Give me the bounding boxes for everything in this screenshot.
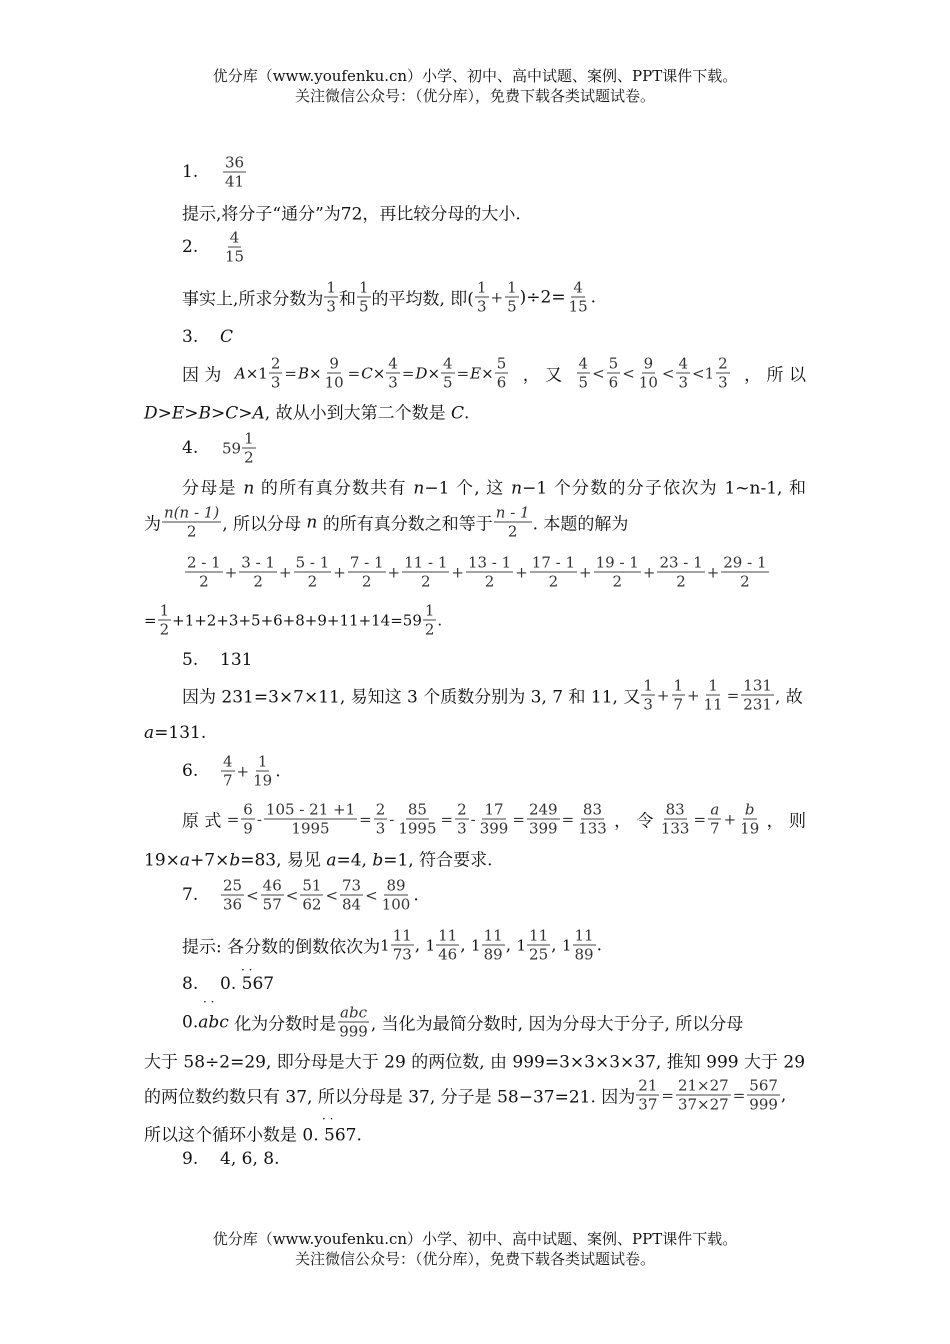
header-line-1: 优分库（www.youfenku.cn）小学、初中、高中试题、案例、PPT课件下载。 bbox=[212, 67, 738, 85]
math-line: 4 7 + $\frac{1}{19}$ . bbox=[223, 752, 281, 790]
explanation-3b bbox=[0, 391, 950, 431]
sum-term: $\frac{11 - 1}{2}$ bbox=[404, 553, 448, 591]
repeating-dots: · · bbox=[322, 1112, 334, 1126]
explanation-2 bbox=[0, 277, 950, 317]
reciprocal: 1 11 89 bbox=[561, 926, 594, 964]
answer-6 bbox=[0, 751, 950, 791]
chain-fraction: 25 36 bbox=[223, 876, 243, 914]
explanation-6b bbox=[0, 838, 950, 878]
chain-fraction: 73 84 bbox=[342, 876, 362, 914]
answer-value: 4, 6, 8. bbox=[220, 1149, 280, 1169]
sum-term: 2 - 1 2 bbox=[187, 553, 221, 591]
item-number: 8. bbox=[182, 974, 199, 994]
fraction: 36 41 bbox=[225, 153, 245, 191]
text-line: 分母是 n 的所有真分数共有 n−1 个, 这 n−1 个分数的分子依次为 1~n-1, 和 bbox=[182, 478, 807, 499]
repeating-dots: · · bbox=[203, 995, 215, 1009]
repeating-dots: · · bbox=[241, 963, 253, 977]
sum-expression bbox=[0, 552, 950, 592]
explanation-6a bbox=[0, 799, 950, 839]
text-line: 19×a+7×b=83, 易见 a=4, b=1, 符合要求. bbox=[144, 850, 493, 871]
reciprocal: 1 11 25 bbox=[516, 926, 549, 964]
hint-7 bbox=[0, 925, 950, 965]
explanation-4a bbox=[0, 466, 950, 506]
text-line: D>E>B>C>A, 故从小到大第二个数是 C. bbox=[144, 403, 470, 424]
math-line: 2 - 1 2 + $\frac{3 - 1}{2}$ + $\frac{5 - 1}{2}$ + $\frac{7 - 1}{2}$ + $\frac{11 - 1}{2}$ + $\frac{13 - 1}{2}$ + $\frac{17 - 1}{2}$ + $\frac{19 - 1}{2}$ + $\frac{23 - 1}{2}$ + $\frac{29 - 1}{2}$ bbox=[187, 553, 767, 591]
reciprocal: 1 11 89 bbox=[471, 926, 503, 964]
text-line: 所以这个循环小数是 0. 567. bbox=[144, 1125, 362, 1146]
hint-text: 提示,将分子“通分”为72，再比较分母的大小. bbox=[182, 204, 521, 225]
math-line: 事实上,所求分数为 1 3 和 1 5 的平均数, 即( 1 3 + $\frac{1}{5}$ )÷2= $\frac{4}{15}$ . bbox=[182, 278, 597, 316]
answer-5 bbox=[0, 640, 950, 680]
answer-1 bbox=[0, 152, 950, 192]
answer-7 bbox=[0, 875, 950, 915]
chain-fraction: 46 57 bbox=[262, 876, 282, 914]
sum-term: $\frac{19 - 1}{2}$ bbox=[595, 553, 639, 591]
explanation-5b bbox=[0, 713, 950, 753]
math-line: 提示: 各分数的倒数依次为 1 11 73 , 1 11 46 , 1 11 89 , 1 11 25 , 1 11 89 . bbox=[182, 926, 602, 964]
sum-term: $\frac{17 - 1}{2}$ bbox=[531, 553, 576, 591]
explanation-5a bbox=[0, 675, 950, 715]
chain-fraction: 51 62 bbox=[302, 876, 322, 914]
math-line: 0. abc 化为分数时是 abc 999 , 当化为最简分数时, 因为分母大于分子, 所以分母 bbox=[182, 1003, 744, 1041]
answer-value: 0. 567 bbox=[220, 974, 275, 994]
answer-3 bbox=[0, 317, 950, 357]
answer-8 bbox=[0, 964, 950, 1004]
fraction: 4 15 bbox=[225, 228, 245, 266]
footer-line-2: 关注微信公众号：（优分库），免费下载各类试题试卷。 bbox=[294, 1250, 655, 1268]
item-number: 1. bbox=[182, 162, 199, 182]
sum-term: $\frac{7 - 1}{2}$ bbox=[349, 553, 384, 591]
sum-term: $\frac{23 - 1}{2}$ bbox=[659, 553, 703, 591]
item-number: 9. bbox=[182, 1149, 199, 1169]
chain-fraction: 89 100 bbox=[381, 876, 411, 914]
hint-1 bbox=[0, 192, 950, 232]
explanation-8b bbox=[0, 1040, 950, 1080]
sum-term: $\frac{29 - 1}{2}$ bbox=[723, 553, 767, 591]
item-number: 6. bbox=[182, 761, 199, 781]
text-line: a=131. bbox=[144, 723, 207, 743]
explanation-8c bbox=[0, 1075, 950, 1115]
item-number: 5. bbox=[182, 650, 199, 670]
item-number: 7. bbox=[182, 885, 199, 905]
sum-term: $\frac{13 - 1}{2}$ bbox=[467, 553, 512, 591]
reciprocal: 1 11 73 bbox=[380, 926, 412, 964]
explanation-8a bbox=[0, 995, 950, 1042]
answer-9 bbox=[0, 1139, 950, 1179]
header-line-2: 关注微信公众号：（优分库），免费下载各类试题试卷。 bbox=[294, 87, 655, 105]
item-number: 2. bbox=[182, 237, 199, 257]
answer-value: 131 bbox=[220, 650, 253, 670]
item-number: 3. bbox=[182, 327, 199, 347]
answer-4 bbox=[0, 428, 950, 468]
item-number: 4. bbox=[182, 438, 199, 458]
math-line: 原 式 = $\frac{6}{9}$ - $\frac{105 - 21 +1}{1995}$ = $\frac{2}{3}$ - $\frac{85}{1995}$ = $\frac{2}{3}$ - $\frac{17}{399}$ = $\frac{249}{399}$ = $\frac{83}{133}$ ， 令 $\frac{83}{133}$ = $\frac{a}{7}$ + $\frac{b}{19}$ ， 则 bbox=[182, 800, 806, 838]
answer-value: C bbox=[220, 327, 234, 347]
math-line: 因 为 A ×1 $\frac{2}{3}$ = B × $\frac{9}{10}$ = C × $\frac{4}{3}$ = D × $\frac{4}{5}$ = E × $\frac{5}{6}$ ， 又 4 5 < 5 6 < 9 10 < 4 3 <1 2 3 ， 所 以 bbox=[182, 354, 806, 392]
explanation-3 bbox=[0, 353, 950, 393]
footer-line-1: 优分库（www.youfenku.cn）小学、初中、高中试题、案例、PPT课件下载。 bbox=[212, 1230, 738, 1248]
mixed-number: 59 1 2 bbox=[222, 429, 254, 467]
math-line: 因为 231=3×7×11, 易知这 3 个质数分别为 3, 7 和 11, 又 1 3 + $\frac{1}{7}$ + $\frac{1}{11}$ = $\frac{131}{231}$ , 故 bbox=[182, 676, 803, 714]
math-line: 为 n(n - 1) 2 , 所以分母 n 的所有真分数之和等于 n - 1 2 . 本题的解为 bbox=[144, 503, 629, 541]
math-line: = $\frac{1}{2}$ +1+2+3+5+6+8+9+11+14=59 1 2 . bbox=[144, 601, 443, 639]
answer-2 bbox=[0, 227, 950, 267]
math-line: 的两位数约数只有 37, 所以分母是 37, 分子是 58−37=21. 因为 $\frac{21}{37}$ = $\frac{21\times 27}{37\times 27}$ = $\frac{567}{999}$ , bbox=[144, 1076, 787, 1114]
sum-term: $\frac{3 - 1}{2}$ bbox=[241, 553, 275, 591]
reciprocal: 1 11 46 bbox=[425, 926, 458, 964]
text-line: 大于 58÷2=29, 即分母是大于 29 的两位数, 由 999=3×3×3×37, 推知 999 大于 29 bbox=[144, 1052, 806, 1073]
sum-term: $\frac{5 - 1}{2}$ bbox=[295, 553, 330, 591]
explanation-4b bbox=[0, 502, 950, 542]
math-line: 25 36 < 46 57 < 51 62 < 73 84 < 89 100 . bbox=[223, 876, 419, 914]
sum-result bbox=[0, 600, 950, 640]
